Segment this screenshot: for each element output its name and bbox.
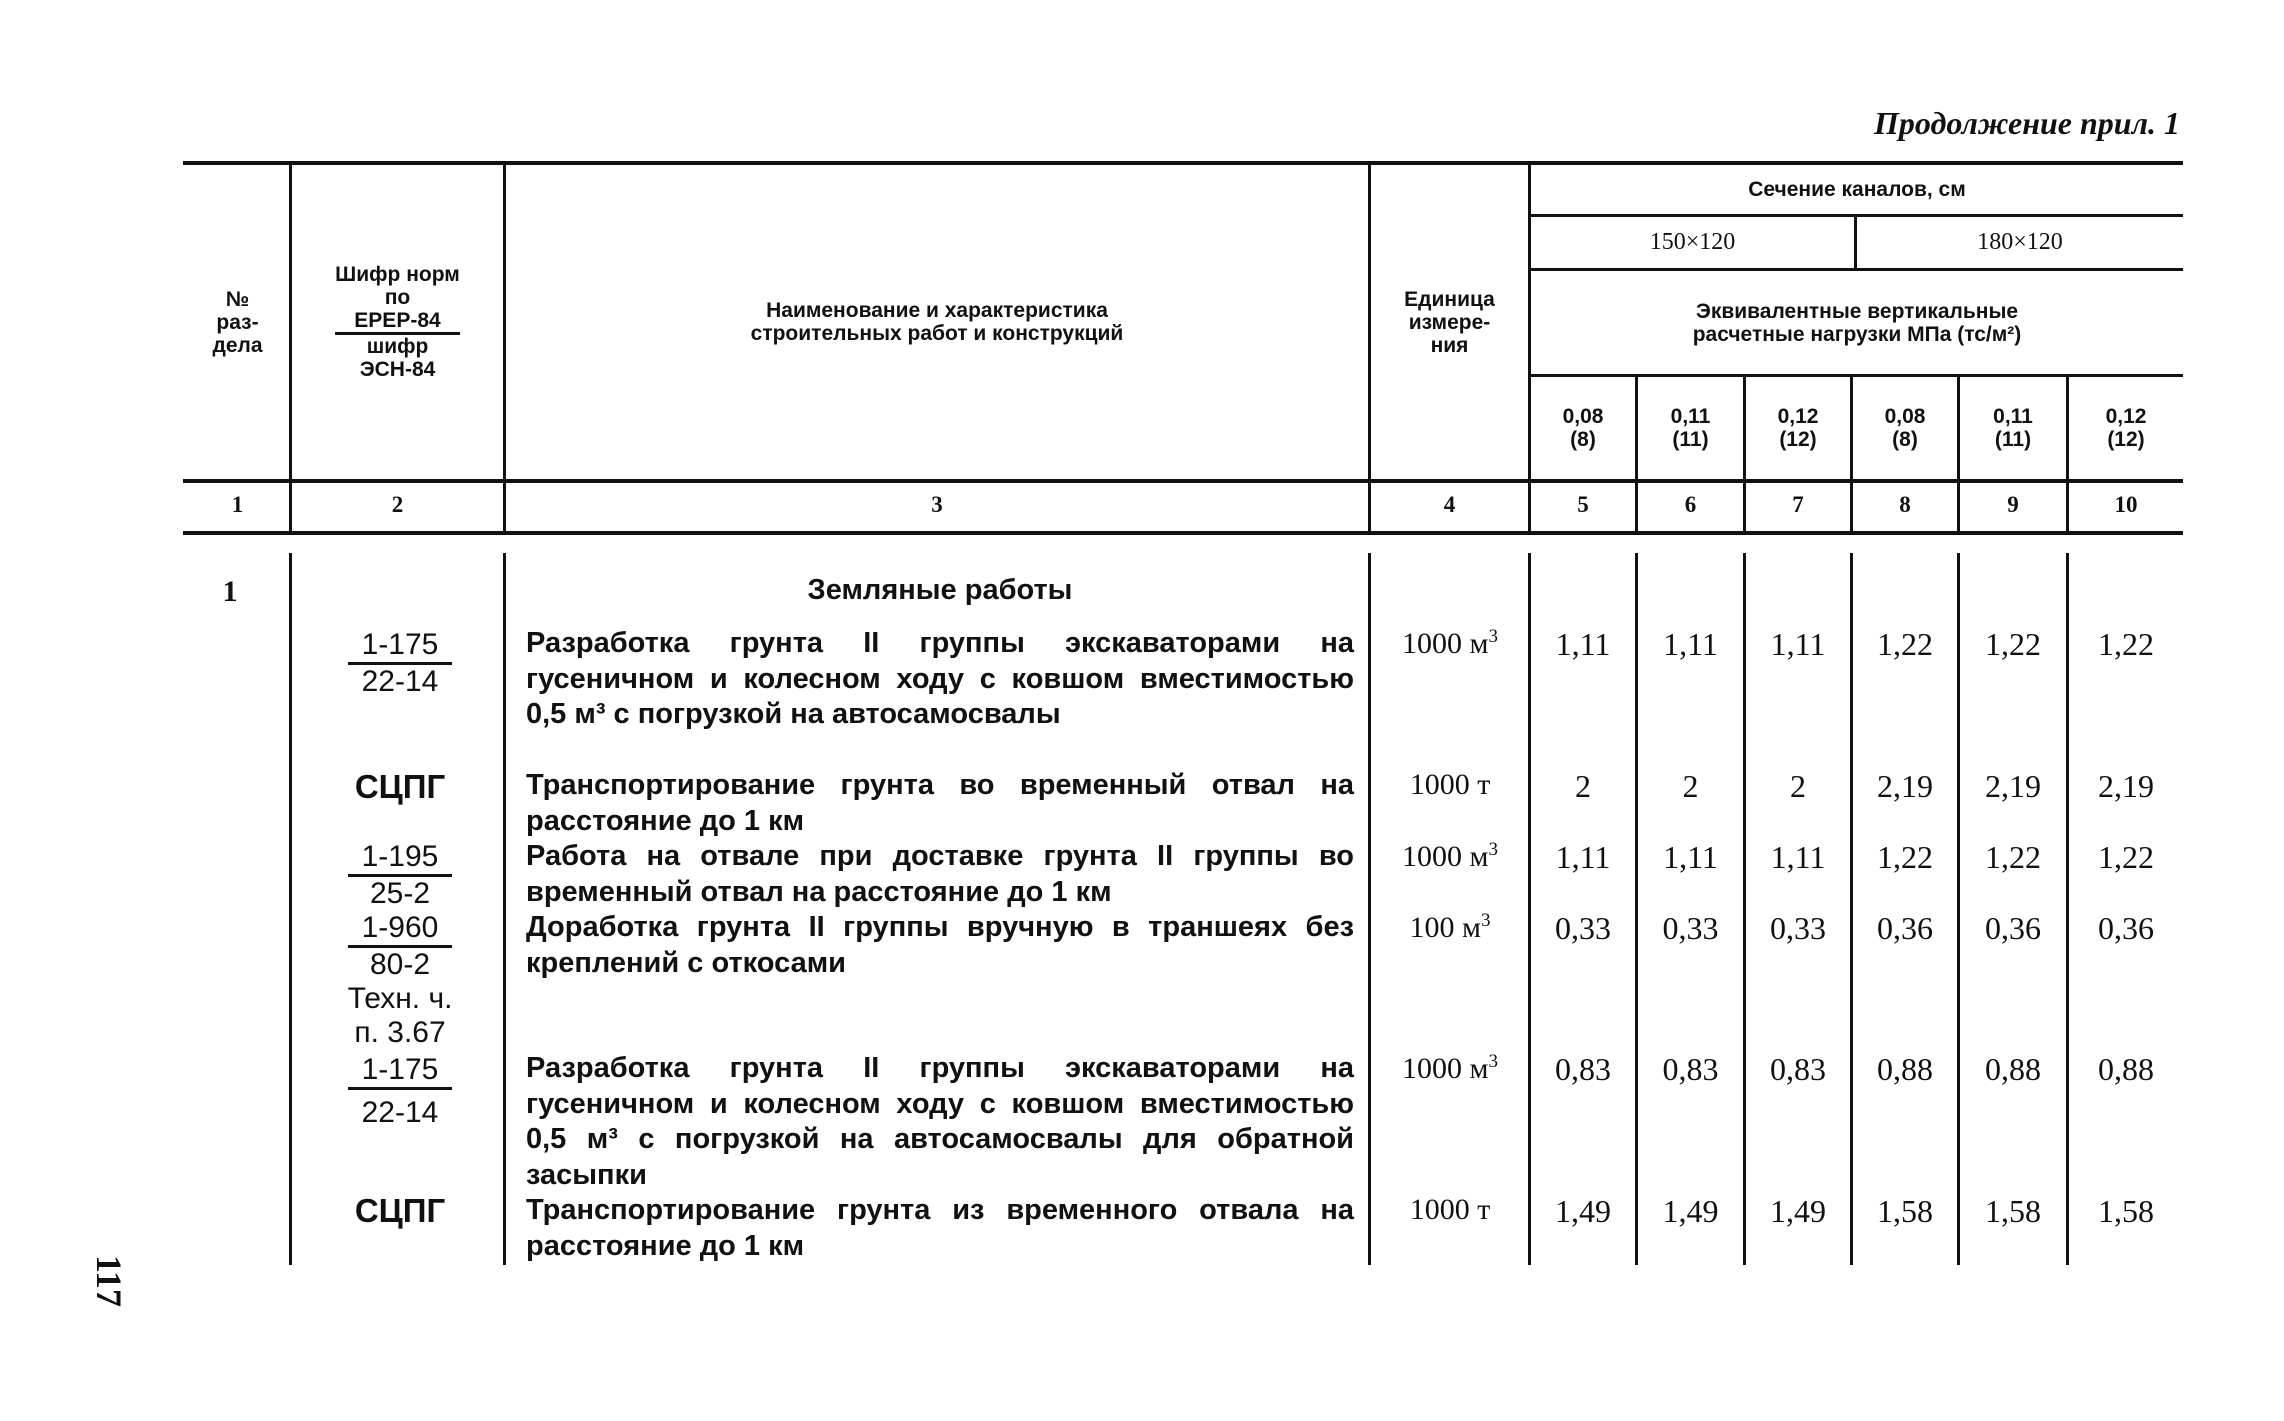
table-row-code: СЦПГ [354,1192,446,1229]
section-number: 1 [222,575,238,608]
column-number: 4 [1443,492,1456,517]
table-row-unit: 1000 $м^3$ [1402,839,1498,873]
table-row-unit: 100 $м^3$ [1409,910,1491,944]
section-title: Земляные работы [807,574,1073,606]
header-section-group: Сечение каналов, см [1748,178,1966,201]
table-row-value: 2 [1575,768,1591,804]
body-col-divider-2 [503,553,506,1265]
table-row-unit: 1000 т [1409,1193,1491,1226]
table-row-value: 0,83 [1770,1051,1826,1087]
header-section-180x120: 180×120 [1977,229,2063,255]
table-row-value: 1,58 [2098,1193,2154,1229]
header-load-col-7: 0,12 (12) [1777,405,1819,451]
table-row-value: 2 [1790,768,1806,804]
column-number: 7 [1792,492,1804,517]
column-number: 1 [231,492,244,517]
table-row-value: 0,36 [2098,910,2154,946]
table-row-value: 2 [1682,768,1699,804]
table-row-value: 0,83 [1662,1051,1719,1087]
table-row-value: 1,22 [1877,626,1933,662]
table-row-value: 1,22 [1985,626,2041,662]
table-row-unit: 1000 $м^3$ [1402,1051,1498,1085]
column-number: 8 [1899,492,1911,517]
table-row-value: 0,88 [2098,1051,2154,1087]
table-row-value: 1,11 [1555,626,1611,662]
table-row-code: 1-175 22-14 [310,1053,490,1130]
table-row-value: 0,88 [1877,1051,1933,1087]
column-number: 2 [391,492,404,517]
table-row-value: 0,33 [1770,910,1826,946]
table-row-value: 1,11 [1770,839,1826,875]
table-row-value: 1,49 [1662,1193,1719,1229]
table-row-description: Транспортирование грунта во временный отвал на расстояние до 1 км [526,769,1354,837]
header-load-col-9: 0,11 (11) [1993,405,2033,451]
header-code: Шифр норм по ЕРЕР-84 шифр ЭСН-84 [335,263,460,381]
table-row-code: 1-175 22-14 [310,628,490,699]
table-row-value: 2,19 [1877,768,1933,804]
column-number: 5 [1577,492,1589,517]
header-load-col-10: 0,12 (12) [2105,405,2147,451]
table-row-value: 2,19 [2098,768,2154,804]
table-row-value: 1,22 [1985,839,2041,875]
header-load-col-6: 0,11 (11) [1670,405,1711,451]
table-row-description: Разработка грунта II группы экскаваторами на гусеничном и колесном ходу с ковшом вместимостью 0,5 м³ с погрузкой на автосамосвалы [526,627,1354,730]
table-row-code: 1-960 80-2 Техн. ч. п. 3.67 [347,911,453,1049]
table-row-value: 0,36 [1985,910,2041,946]
table-row-value: 1,11 [1555,839,1611,875]
table-row-value: 1,58 [1877,1193,1933,1229]
table-row-value: 1,22 [2098,839,2154,875]
table-row-value: 1,49 [1555,1193,1611,1229]
table-row-value: 1,22 [1877,839,1933,875]
table-row-value: 0,33 [1555,910,1611,946]
header-load: Эквивалентные вертикальные расчетные нагрузки МПа (тс/м²) [1692,299,2022,346]
table-row-description: Доработка грунта II группы вручную в траншеях без креплений с откосами [526,911,1354,979]
table-row-value: 1,11 [1663,839,1718,875]
table-row-value: 1,58 [1985,1193,2041,1229]
table-row-unit: 1000 $м^3$ [1402,626,1498,660]
table-row-unit: 1000 т [1409,768,1491,801]
page-number: 117 [89,1255,129,1308]
column-number: 6 [1684,492,1697,517]
table-row-value: 1,11 [1663,626,1718,662]
table-row-value: 2,19 [1985,768,2041,804]
header-load-col-5: 0,08 (8) [1562,405,1604,451]
table-row-value: 0,36 [1877,910,1933,946]
header-bottom-rule [183,479,2183,483]
table-row-value: 0,33 [1662,910,1719,946]
header-unit: Единица измере- ния [1404,287,1495,357]
column-numbers-rule [183,531,2183,535]
continuation-note: Продолжение прил. 1 [1874,105,2180,141]
column-number: 3 [931,492,943,517]
table-row-value: 1,49 [1770,1193,1826,1229]
table-row-description: Транспортирование грунта из временного отвала на расстояние до 1 км [526,1194,1354,1262]
table-row-value: 1,11 [1770,626,1826,662]
table-row-description: Разработка грунта II группы экскаваторами на гусеничном и колесном ходу с ковшом вместимостью 0,5 м³ с погрузкой на автосамосвалы для обратной засыпки [526,1052,1354,1191]
header-section-number: № раз- дела [212,287,263,357]
header-work-name: Наименование и характеристика строительных работ и конструкций [750,299,1124,345]
column-number: 10 [2114,492,2138,517]
table-row-code: 1-195 25-2 [310,840,490,911]
table-row-value: 0,83 [1555,1051,1611,1087]
column-number: 9 [2007,492,2019,517]
header-load-col-8: 0,08 (8) [1884,405,1926,451]
table-row-description: Работа на отвале при доставке грунта II группы во временный отвал на расстояние до 1 км [526,840,1354,908]
table-row-value: 1,22 [2098,626,2154,662]
table-row-value: 0,88 [1985,1051,2041,1087]
table-row-code: СЦПГ [354,768,446,805]
header-section-150x120: 150×120 [1649,229,1736,255]
body-col-divider-1 [289,553,292,1265]
